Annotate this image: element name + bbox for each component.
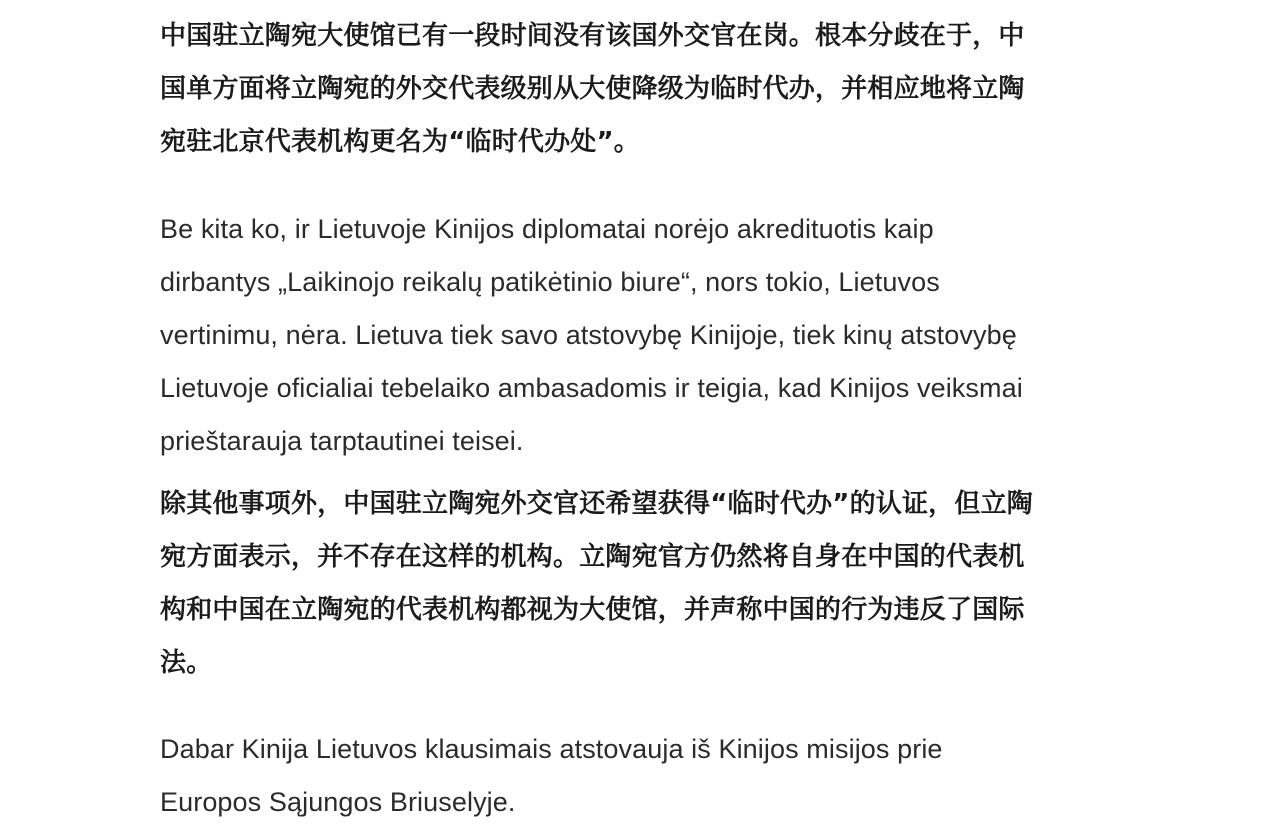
text-line: 法。 [160, 648, 213, 678]
text-line: Be kita ko, ir Lietuvoje Kinijos diplomatai norėjo akredituotis kaip [160, 214, 934, 244]
paragraph-lt-2 [160, 723, 1140, 829]
paragraph-zh-1 [160, 10, 1140, 169]
text-line: 构和中国在立陶宛的代表机构都视为大使馆，并声称中国的行为违反了国际 [160, 595, 1025, 625]
text-line: Lietuvoje oficialiai tebelaiko ambasadomis ir teigia, kad Kinijos veiksmai [160, 373, 1023, 403]
paragraph-zh-2 [160, 478, 1140, 690]
text-line: 宛驻北京代表机构更名为“临时代办处”。 [160, 127, 640, 157]
text-line: vertinimu, nėra. Lietuva tiek savo atstovybę Kinijoje, tiek kinų atstovybę [160, 320, 1017, 350]
text-line: dirbantys „Laikinojo reikalų patikėtinio biure“, nors tokio, Lietuvos [160, 267, 940, 297]
text-line: 除其他事项外，中国驻立陶宛外交官还希望获得“临时代办”的认证，但立陶 [160, 489, 1033, 519]
text-line: 宛方面表示，并不存在这样的机构。立陶宛官方仍然将自身在中国的代表机 [160, 542, 1025, 572]
paragraph-lt-1 [160, 203, 1140, 468]
text-line: Europos Sąjungos Briuselyje. [160, 787, 516, 817]
text-line: Dabar Kinija Lietuvos klausimais atstovauja iš Kinijos misijos prie [160, 734, 943, 764]
text-line: 国单方面将立陶宛的外交代表级别从大使降级为临时代办，并相应地将立陶 [160, 74, 1025, 104]
text-line: prieštarauja tarptautinei teisei. [160, 426, 524, 456]
text-line: 中国驻立陶宛大使馆已有一段时间没有该国外交官在岗。根本分歧在于，中 [160, 21, 1025, 51]
